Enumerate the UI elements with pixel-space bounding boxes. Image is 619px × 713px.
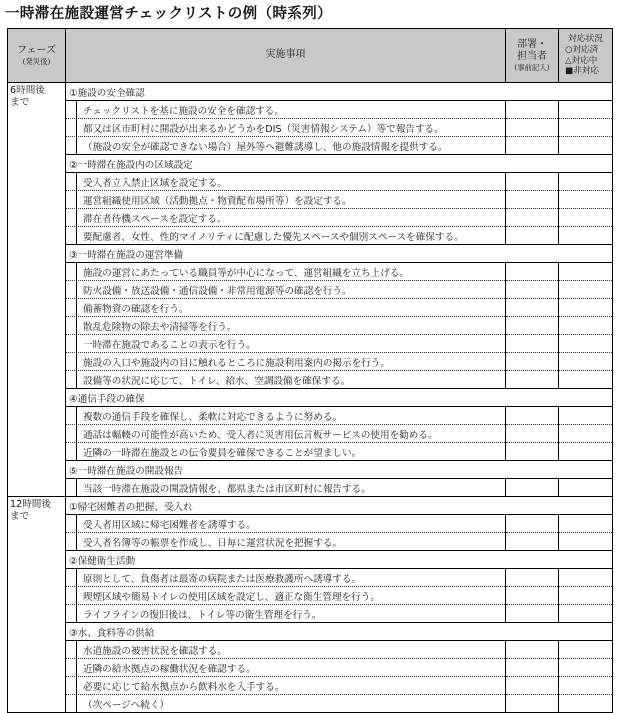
- department-input-cell[interactable]: [506, 515, 559, 533]
- department-input-cell[interactable]: [506, 605, 559, 623]
- department-input-cell[interactable]: [506, 677, 559, 695]
- department-input-cell[interactable]: [506, 443, 559, 461]
- status-input-cell[interactable]: [559, 371, 613, 389]
- task-row: [8, 209, 613, 227]
- department-input-cell[interactable]: [506, 191, 559, 209]
- status-input-cell[interactable]: [559, 533, 613, 551]
- task-text: 設備等の状況に応じて、トイレ、給水、空調設備を確保する。: [66, 371, 506, 389]
- task-text: 原則として、負傷者は最寄の病院または医療救護所へ誘導する。: [66, 569, 506, 587]
- department-input-cell[interactable]: [506, 263, 559, 281]
- status-input-cell[interactable]: [559, 335, 613, 353]
- section-heading: ④通信手段の確保: [66, 389, 613, 407]
- status-input-cell[interactable]: [559, 101, 613, 119]
- task-row: [8, 335, 613, 353]
- section-heading: ③一時滞在施設の運営準備: [66, 245, 613, 263]
- department-input-cell[interactable]: [506, 587, 559, 605]
- phase-cell-1: [8, 83, 66, 497]
- task-text: 滞在者待機スペースを設定する。: [66, 209, 506, 227]
- task-text: 受入者名簿等の帳票を作成し、日毎に運営状況を把握する。: [66, 533, 506, 551]
- department-input-cell[interactable]: [506, 317, 559, 335]
- department-input-cell[interactable]: [506, 119, 559, 137]
- header-department: 部署・ 担当者 (事前記入): [506, 29, 559, 83]
- section-heading-row: [8, 461, 613, 479]
- status-input-cell[interactable]: [559, 173, 613, 191]
- status-input-cell[interactable]: [559, 443, 613, 461]
- phase-label-line1: 6時間後: [10, 85, 45, 96]
- department-input-cell[interactable]: [506, 425, 559, 443]
- department-input-cell[interactable]: [506, 695, 559, 713]
- department-input-cell[interactable]: [506, 299, 559, 317]
- task-row: [8, 407, 613, 425]
- status-input-cell[interactable]: [559, 317, 613, 335]
- task-row: [8, 569, 613, 587]
- department-input-cell[interactable]: [506, 371, 559, 389]
- section-heading-row: [8, 623, 613, 641]
- department-input-cell[interactable]: [506, 137, 559, 155]
- status-input-cell[interactable]: [559, 353, 613, 371]
- status-input-cell[interactable]: [559, 695, 613, 713]
- status-input-cell[interactable]: [559, 263, 613, 281]
- task-row: [8, 425, 613, 443]
- task-text: 受入者用区域に帰宅困難者を誘導する。: [66, 515, 506, 533]
- phase-label-line1: 12時間後: [10, 499, 51, 510]
- header-phase-sub: (発災後): [22, 57, 51, 67]
- task-row: [8, 641, 613, 659]
- header-item: 実施事項: [66, 29, 506, 83]
- task-row: [8, 317, 613, 335]
- task-text: 近隣の一時滞在施設との伝令要員を確保できることが望ましい。: [66, 443, 506, 461]
- task-row: [8, 281, 613, 299]
- status-input-cell[interactable]: [559, 677, 613, 695]
- task-text: 受入者立入禁止区域を設定する。: [66, 173, 506, 191]
- status-input-cell[interactable]: [559, 479, 613, 497]
- task-row: [8, 119, 613, 137]
- status-input-cell[interactable]: [559, 209, 613, 227]
- status-input-cell[interactable]: [559, 191, 613, 209]
- task-text: ライフラインの復旧後は、トイレ等の衛生管理を行う。: [66, 605, 506, 623]
- status-input-cell[interactable]: [559, 407, 613, 425]
- department-input-cell[interactable]: [506, 209, 559, 227]
- task-row: [8, 659, 613, 677]
- task-row: [8, 263, 613, 281]
- task-text: チェックリストを基に施設の安全を確認する。: [66, 101, 506, 119]
- section-heading: ②一時滞在施設内の区域設定: [66, 155, 613, 173]
- task-text: 複数の通信手段を確保し、柔軟に対応できるように努める。: [66, 407, 506, 425]
- department-input-cell[interactable]: [506, 533, 559, 551]
- task-text: 当該一時滞在施設の開設情報を、都県または市区町村に報告する。: [66, 479, 506, 497]
- phase-cell-2: [8, 497, 66, 713]
- task-text: 施設の入口や施設内の目に触れるところに施設利用案内の掲示を行う。: [66, 353, 506, 371]
- status-input-cell[interactable]: [559, 137, 613, 155]
- task-text: 防火設備・放送設備・通信設備・非常用電源等の確認を行う。: [66, 281, 506, 299]
- header-phase-main: フェーズ: [17, 44, 56, 56]
- department-input-cell[interactable]: [506, 173, 559, 191]
- task-row: [8, 137, 613, 155]
- section-heading: ⑤一時滞在施設の開設報告: [66, 461, 613, 479]
- section-heading-row: [8, 497, 613, 515]
- header-status: 対応状況 ○対応済 △対応中 ■非対応: [559, 29, 613, 83]
- department-input-cell[interactable]: [506, 407, 559, 425]
- table-header-row: [8, 29, 613, 83]
- department-input-cell[interactable]: [506, 335, 559, 353]
- section-heading: ③水、食料等の供給: [66, 623, 613, 641]
- task-row: [8, 677, 613, 695]
- task-row: [8, 443, 613, 461]
- status-input-cell[interactable]: [559, 587, 613, 605]
- task-row: [8, 101, 613, 119]
- phase-label-line2: まで: [10, 510, 30, 522]
- task-row: [8, 479, 613, 497]
- task-text: 運営組織使用区域（活動拠点・物資配布場所等）を設定する。: [66, 191, 506, 209]
- task-row: [8, 695, 613, 713]
- status-input-cell[interactable]: [559, 605, 613, 623]
- status-input-cell[interactable]: [559, 299, 613, 317]
- task-text: 通話は輻輳の可能性が高いため、受入者に災害用伝言板サービスの使用を勧める。: [66, 425, 506, 443]
- task-text: 都又は区市町村に開設が出来るかどうかをDIS（災害情報システム）等で報告する。: [66, 119, 506, 137]
- status-input-cell[interactable]: [559, 425, 613, 443]
- status-input-cell[interactable]: [559, 281, 613, 299]
- status-input-cell[interactable]: [559, 119, 613, 137]
- task-text: （施設の安全が確認できない場合）屋外等へ避難誘導し、他の施設情報を提供する。: [66, 137, 506, 155]
- task-text: 必要に応じて給水拠点から飲料水を入手する。: [66, 677, 506, 695]
- task-text: 喫煙区域や簡易トイレの使用区域を設定し、適正な衛生管理を行う。: [66, 587, 506, 605]
- task-text: 一時滞在施設であることの表示を行う。: [66, 335, 506, 353]
- phase-label-line2: まで: [10, 96, 30, 108]
- task-text: 散乱危険物の除去や清掃等を行う。: [66, 317, 506, 335]
- task-row: [8, 533, 613, 551]
- task-row: [8, 515, 613, 533]
- section-heading-row: [8, 551, 613, 569]
- section-heading-row: [8, 245, 613, 263]
- task-row: [8, 605, 613, 623]
- department-input-cell[interactable]: [506, 281, 559, 299]
- section-heading-row: [8, 83, 613, 101]
- status-input-cell[interactable]: [559, 659, 613, 677]
- task-text: 水道施設の被害状況を確認する。: [66, 641, 506, 659]
- status-input-cell[interactable]: [559, 515, 613, 533]
- checklist-table: [7, 28, 613, 713]
- task-text: 近隣の給水拠点の稼働状況を確認する。: [66, 659, 506, 677]
- task-row: [8, 173, 613, 191]
- section-heading: ①帰宅困難者の把握、受入れ: [66, 497, 613, 515]
- task-text: 備蓄物資の確認を行う。: [66, 299, 506, 317]
- task-text: 施設の運営にあたっている職員等が中心になって、運営組織を立ち上げる。: [66, 263, 506, 281]
- department-input-cell[interactable]: [506, 101, 559, 119]
- status-input-cell[interactable]: [559, 569, 613, 587]
- section-heading-row: [8, 389, 613, 407]
- task-row: [8, 191, 613, 209]
- header-phase: [8, 29, 66, 83]
- department-input-cell[interactable]: [506, 641, 559, 659]
- task-row: [8, 587, 613, 605]
- task-text: 要配慮者、女性、性的マイノリティに配慮した優先スペースや個別スペースを確保する。: [66, 227, 506, 245]
- task-text: （次ページへ続く）: [66, 695, 506, 713]
- section-heading-row: [8, 155, 613, 173]
- status-input-cell[interactable]: [559, 227, 613, 245]
- task-row: [8, 353, 613, 371]
- section-heading: ①施設の安全確認: [66, 83, 613, 101]
- department-input-cell[interactable]: [506, 569, 559, 587]
- task-row: [8, 299, 613, 317]
- task-row: [8, 227, 613, 245]
- page-title: 一時滞在施設運営チェックリストの例（時系列）: [5, 6, 333, 22]
- department-input-cell[interactable]: [506, 479, 559, 497]
- status-input-cell[interactable]: [559, 641, 613, 659]
- section-heading: ②保健衛生活動: [66, 551, 613, 569]
- department-input-cell[interactable]: [506, 659, 559, 677]
- task-row: [8, 371, 613, 389]
- department-input-cell[interactable]: [506, 227, 559, 245]
- department-input-cell[interactable]: [506, 353, 559, 371]
